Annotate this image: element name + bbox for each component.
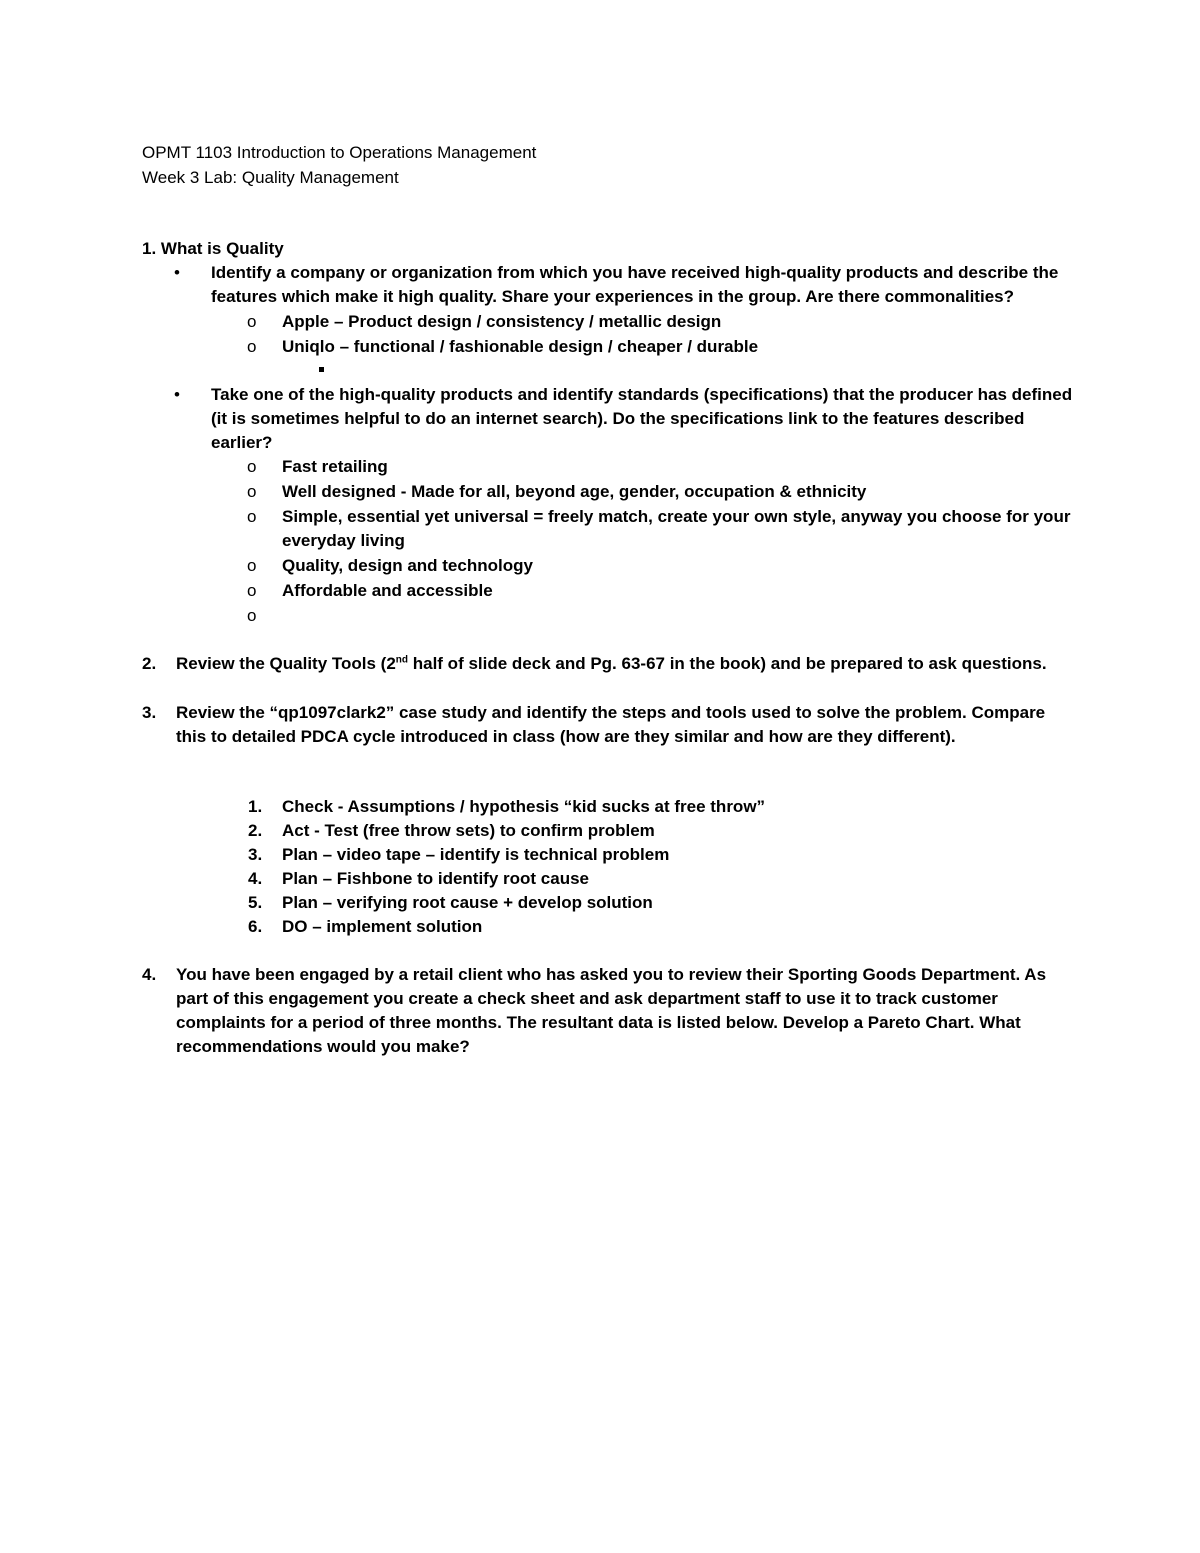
circle-bullet-icon: o <box>247 507 257 526</box>
square-bullet-icon <box>319 367 324 372</box>
bullet-icon: • <box>174 385 180 404</box>
circle-bullet-icon: o <box>247 581 257 600</box>
course-title: OPMT 1103 Introduction to Operations Management <box>142 143 537 162</box>
step-number: 4. <box>248 869 263 888</box>
q1-bullet2-line2: (it is sometimes helpful to do an internet search). Do the specifications link to the features described <box>211 409 1025 428</box>
q3-number: 3. <box>142 703 157 722</box>
step-number: 3. <box>248 845 263 864</box>
q1-bullet1-line2: features which make it high quality. Share your experiences in the group. Are there commonalities? <box>211 287 1014 306</box>
q2-text-post: half of slide deck and Pg. 63-67 in the book) and be prepared to ask questions. <box>408 654 1047 673</box>
step-text: Plan – Fishbone to identify root cause <box>282 869 589 888</box>
q1-bullet2-line1: Take one of the high-quality products and identify standards (specifications) that the producer has defined <box>211 385 1073 404</box>
q4-line3: complaints for a period of three months. The resultant data is listed below. Develop a Pareto Chart. What <box>176 1013 1021 1032</box>
step-number: 5. <box>248 893 263 912</box>
circle-bullet-icon: o <box>247 606 257 625</box>
step-text: Plan – verifying root cause + develop solution <box>282 893 653 912</box>
lab-title: Week 3 Lab: Quality Management <box>142 168 399 187</box>
q1-b2-sub-3: Simple, essential yet universal = freely match, create your own style, anyway you choose for your <box>282 507 1071 526</box>
circle-bullet-icon: o <box>247 312 257 331</box>
q1-b2-sub-5: Affordable and accessible <box>282 581 493 600</box>
step-text: Act - Test (free throw sets) to confirm problem <box>282 821 655 840</box>
circle-bullet-icon: o <box>247 457 257 476</box>
circle-bullet-icon: o <box>247 482 257 501</box>
q1-b1-sub-1: Apple – Product design / consistency / metallic design <box>282 312 722 331</box>
circle-bullet-icon: o <box>247 337 257 356</box>
q2-text-pre: Review the Quality Tools (2 <box>176 654 396 673</box>
step-number: 6. <box>248 917 263 936</box>
q4-line4: recommendations would you make? <box>176 1037 470 1056</box>
q1-bullet1-line1: Identify a company or organization from which you have received high-quality products and describe the <box>211 263 1059 282</box>
q3-line2: this to detailed PDCA cycle introduced in class (how are they similar and how are they different). <box>176 727 956 746</box>
q1-b1-sub-2: Uniqlo – functional / fashionable design / cheaper / durable <box>282 337 759 356</box>
q1-bullet2-line3: earlier? <box>211 433 273 452</box>
step-number: 1. <box>248 797 263 816</box>
q4-line1: You have been engaged by a retail client who has asked you to review their Sporting Goods Department. As <box>176 965 1047 984</box>
q1-b2-sub-1: Fast retailing <box>282 457 388 476</box>
q1-b2-sub-4: Quality, design and technology <box>282 556 533 575</box>
step-text: Plan – video tape – identify is technical problem <box>282 845 670 864</box>
q2-text <box>176 652 1047 676</box>
q4-number: 4. <box>142 965 157 984</box>
step-text: Check - Assumptions / hypothesis “kid sucks at free throw” <box>282 797 766 816</box>
q1-b2-sub-3-cont: everyday living <box>282 531 405 550</box>
q1-title: 1. What is Quality <box>142 239 284 258</box>
q2-text-sup: nd <box>395 654 409 666</box>
circle-bullet-icon: o <box>247 556 257 575</box>
bullet-icon: • <box>174 263 180 282</box>
q4-line2: part of this engagement you create a check sheet and ask department staff to use it to track customer <box>176 989 998 1008</box>
q1-b2-sub-2: Well designed - Made for all, beyond age, gender, occupation & ethnicity <box>282 482 867 501</box>
q3-line1: Review the “qp1097clark2” case study and identify the steps and tools used to solve the problem. Compare <box>176 703 1046 722</box>
step-text: DO – implement solution <box>282 917 483 936</box>
step-number: 2. <box>248 821 263 840</box>
q2-number: 2. <box>142 654 157 673</box>
